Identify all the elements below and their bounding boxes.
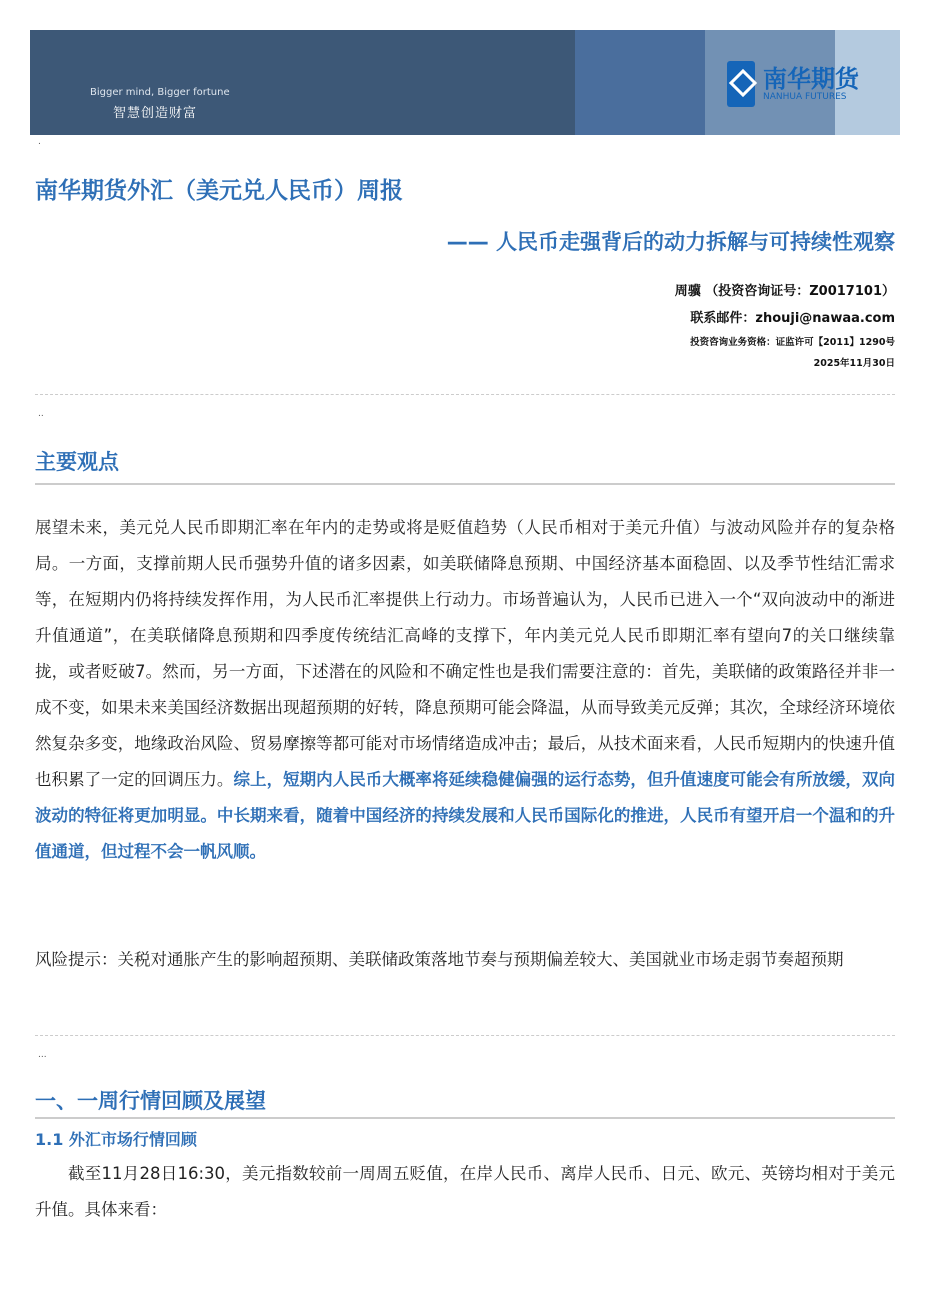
logo-icon xyxy=(727,61,755,107)
subsection-heading: 1.1 外汇市场行情回顾 xyxy=(35,1130,197,1149)
key-points-body xyxy=(35,510,895,870)
dot-marker: .. xyxy=(38,409,44,419)
dot-marker: ... xyxy=(38,1050,47,1060)
author: 周骥 （投资咨询证号：Z0017101） xyxy=(674,284,895,299)
divider xyxy=(35,1035,895,1036)
risk-warning: 风险提示：关税对通胀产生的影响超预期、美联储政策落地节奏与预期偏差较大、美国就业市场走弱节奏超预期 xyxy=(35,950,844,969)
logo-text-en: NANHUA FUTURES xyxy=(763,92,847,102)
heading-rule xyxy=(35,483,895,485)
dot-marker: . xyxy=(38,137,41,147)
divider xyxy=(35,394,895,395)
email: 联系邮件：zhouji@nawaa.com xyxy=(690,311,895,326)
report-subtitle: —— 人民币走强背后的动力拆解与可持续性观察 xyxy=(446,230,895,254)
key-points-heading: 主要观点 xyxy=(35,450,119,474)
heading-rule xyxy=(35,1117,895,1119)
license: 投资咨询业务资格：证监许可【2011】1290号 xyxy=(690,337,895,348)
logo-text-cn: 南华期货 xyxy=(763,65,859,93)
section-body: 截至11月28日16:30，美元指数较前一周周五贬值，在岸人民币、离岸人民币、日元、欧元、英镑均相对于美元升值。具体来看： xyxy=(35,1164,895,1219)
header-banner xyxy=(30,30,900,135)
report-title: 南华期货外汇（美元兑人民币）周报 xyxy=(35,178,403,204)
body-text: 展望未来，美元兑人民币即期汇率在年内的走势或将是贬值趋势（人民币相对于美元升值）与波动风险并存的复杂格局。一方面，支撑前期人民币强势升值的诸多因素，如美联储降息预期、中国经济基本面稳固、以及季节性结汇需求等，在短期内仍将持续发挥作用，为人民币汇率提供上行动力。市场普遍认为，人民币已进入一个“双向波动中的渐进升值通道”，在美联储降息预期和四季度传统结汇高峰的支撑下，年内美元兑人民币即期汇率有望向7的关口继续靠拢，或者贬破7。然而，另一方面，下述潜在的风险和不确定性也是我们需要注意的：首先，美联储的政策路径并非一成不变，如果未来美国经济数据出现超预期的好转，降息预期可能会降温，从而导致美元反弹；其次，全球经济环境依然复杂多变，地缘政治风险、贸易摩擦等都可能对市场情绪造成冲击；最后，从技术面来看，人民币短期内的快速升值也积累了一定的回调压力。 xyxy=(35,518,895,789)
nanhua-logo xyxy=(727,61,859,107)
banner-band xyxy=(575,30,705,135)
conclusion-highlight: 综上，短期内人民币大概率将延续稳健偏强的运行态势，但升值速度可能会有所放缓，双向波动的特征将更加明显。中长期来看，随着中国经济的持续发展和人民币国际化的推进，人民币有望开启一个温和的升值通道，但过程不会一帆风顺。 xyxy=(35,770,896,861)
slogan-english: Bigger mind, Bigger fortune xyxy=(90,87,230,98)
report-date: 2025年11月30日 xyxy=(813,358,895,369)
section-heading: 一、一周行情回顾及展望 xyxy=(35,1089,266,1113)
slogan-chinese: 智慧创造财富 xyxy=(113,106,198,121)
